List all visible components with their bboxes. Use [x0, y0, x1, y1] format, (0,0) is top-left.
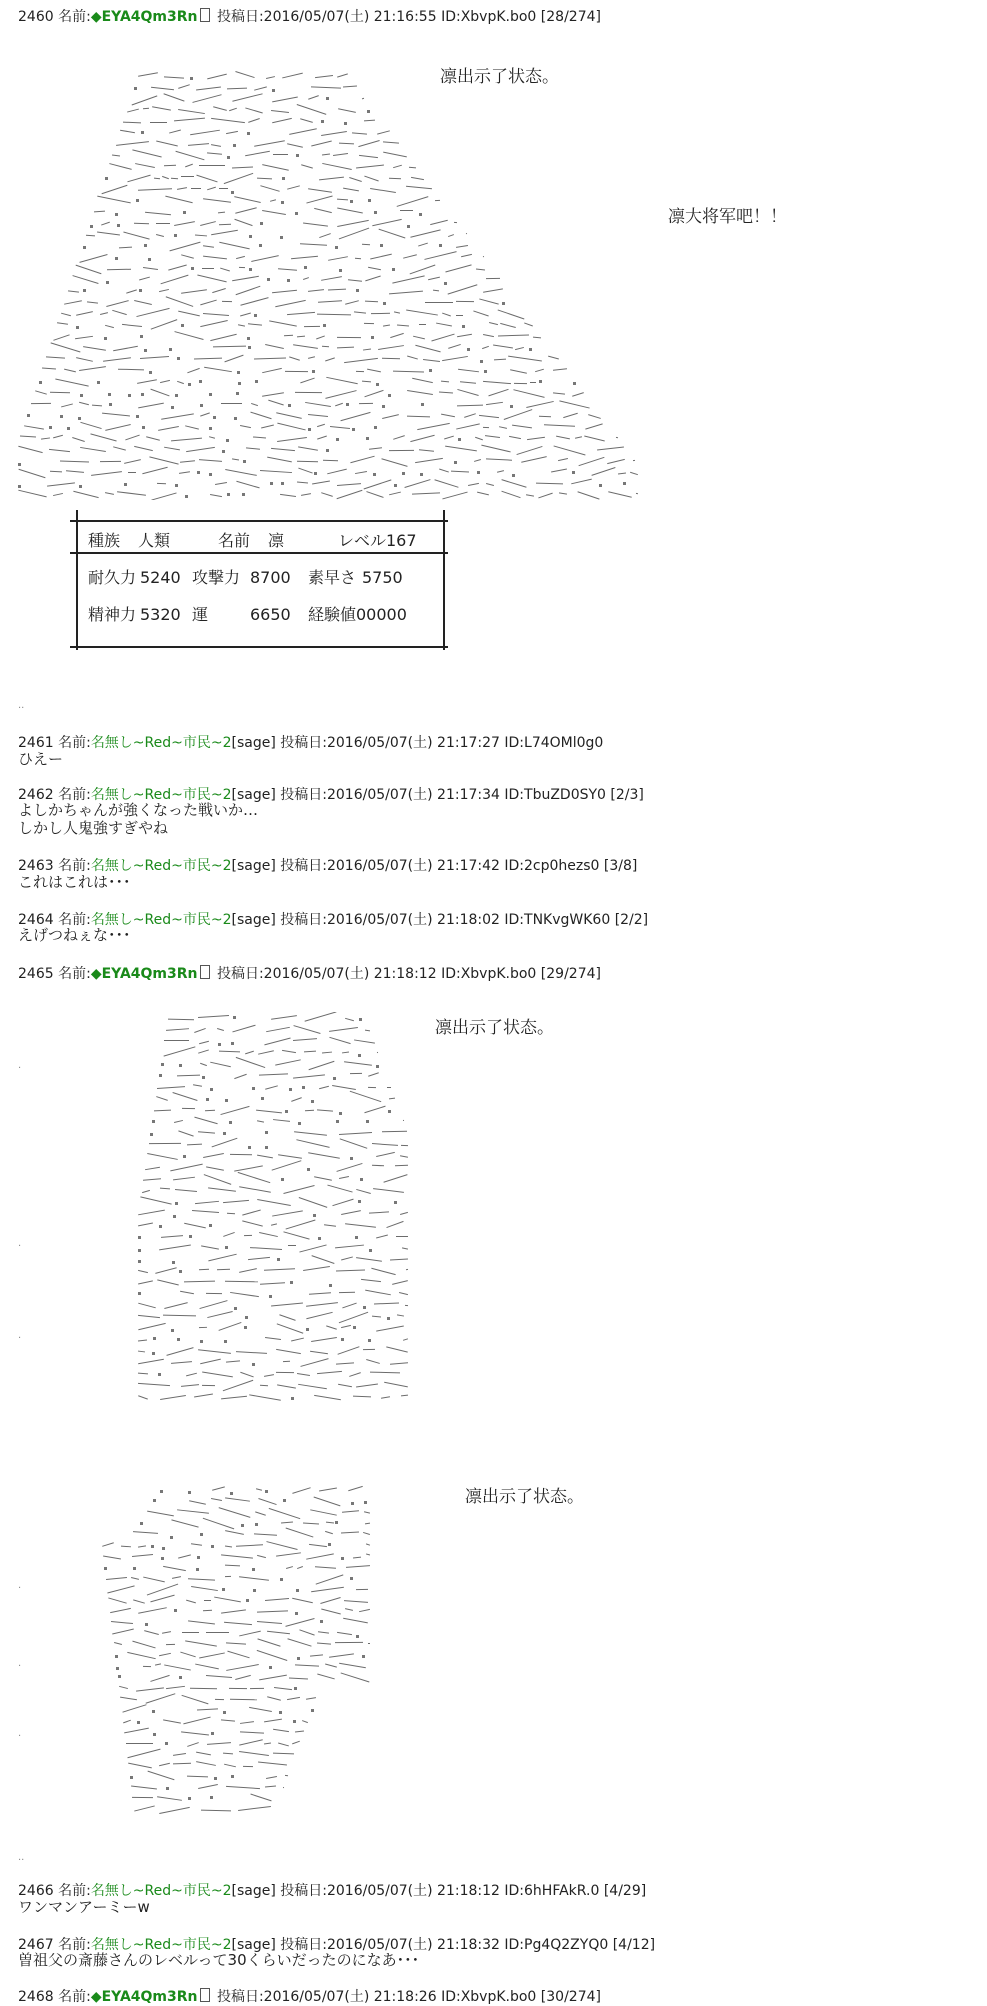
- post-body-2463: [18, 873, 131, 891]
- date-label: 投稿日:: [216, 966, 264, 982]
- post-header-2463: [18, 855, 637, 875]
- post-line: ひえー: [18, 750, 64, 768]
- poster-id[interactable]: ID:L74OMl0g0: [504, 735, 604, 751]
- poster-id[interactable]: ID:XbvpK.bo0: [441, 966, 537, 982]
- mail-icon: [200, 8, 210, 22]
- post-date: 2016/05/07(土) 21:17:42: [326, 858, 500, 874]
- poster-id[interactable]: ID:XbvpK.bo0: [441, 1989, 537, 2005]
- post-date: 2016/05/07(土) 21:17:27: [326, 735, 500, 751]
- status-key: 名前: [218, 531, 251, 550]
- name-label: 名前:: [58, 735, 91, 751]
- post-date: 2016/05/07(土) 21:18:32: [326, 1937, 500, 1953]
- status-value: 5240: [140, 568, 181, 587]
- poster-id[interactable]: ID:6hHFAkR.0: [504, 1883, 600, 1899]
- status-key: 攻撃力: [192, 568, 241, 587]
- name-label: 名前:: [58, 1989, 91, 2005]
- date-label: 投稿日:: [280, 787, 327, 803]
- date-label: 投稿日:: [280, 1937, 327, 1953]
- status-value: 凛: [268, 531, 285, 550]
- sage-tag: [sage]: [231, 858, 276, 874]
- post-header-2460: [18, 6, 601, 26]
- poster-trip: ◆EYA4Qm3Rn: [90, 9, 198, 25]
- separator-dot: ..: [18, 1852, 25, 1863]
- name-label: 名前:: [58, 912, 91, 928]
- post-count: [29/274]: [540, 966, 601, 982]
- separator-dot: .: [18, 1330, 22, 1341]
- separator-dot: .: [18, 1658, 22, 1669]
- name-label: 名前:: [58, 858, 91, 874]
- poster-name: 名無し~Red~市民~2: [90, 858, 232, 874]
- post-number[interactable]: 2466: [18, 1883, 54, 1899]
- post-date: 2016/05/07(土) 21:16:55: [263, 9, 437, 25]
- status-key: 経験値00000: [308, 605, 407, 624]
- poster-name: 名無し~Red~市民~2: [90, 912, 232, 928]
- status-key: 精神力: [88, 605, 137, 624]
- post-date: 2016/05/07(土) 21:18:12: [326, 1883, 500, 1899]
- narration-rin-state-2: 凛出示了状态。: [435, 1018, 554, 1038]
- status-value: 6650: [250, 605, 291, 624]
- poster-trip: ◆EYA4Qm3Rn: [90, 1989, 198, 2005]
- date-label: 投稿日:: [280, 858, 327, 874]
- sage-tag: [sage]: [231, 787, 276, 803]
- separator-dot: .: [18, 1238, 22, 1249]
- status-level: レベル167: [338, 531, 417, 550]
- post-count: [4/12]: [612, 1937, 656, 1953]
- status-table: [70, 510, 448, 650]
- poster-trip: ◆EYA4Qm3Rn: [90, 966, 198, 982]
- post-line: しかし人鬼強すぎやね: [18, 819, 169, 837]
- post-number[interactable]: 2462: [18, 787, 54, 803]
- post-count: [2/3]: [610, 787, 644, 803]
- post-number[interactable]: 2468: [18, 1989, 54, 2005]
- poster-id[interactable]: ID:TNKvgWK60: [504, 912, 611, 928]
- post-date: 2016/05/07(土) 21:18:12: [263, 966, 437, 982]
- poster-name: 名無し~Red~市民~2: [90, 735, 232, 751]
- sage-tag: [sage]: [231, 912, 276, 928]
- post-count: [4/29]: [603, 1883, 647, 1899]
- ascii-art-rin-battle: [18, 70, 638, 500]
- post-date: 2016/05/07(土) 21:18:26: [263, 1989, 437, 2005]
- narration-rin-state-3: 凛出示了状态。: [465, 1487, 584, 1507]
- status-key: 素早さ: [308, 568, 357, 587]
- poster-id[interactable]: ID:2cp0hezs0: [504, 858, 600, 874]
- post-body-2462: [18, 801, 258, 837]
- post-count: [28/274]: [540, 9, 601, 25]
- post-header-2465: [18, 963, 601, 983]
- post-header-2468: [18, 1986, 601, 2006]
- date-label: 投稿日:: [280, 912, 327, 928]
- date-label: 投稿日:: [216, 9, 264, 25]
- mail-icon: [200, 965, 210, 979]
- poster-id[interactable]: ID:XbvpK.bo0: [441, 9, 537, 25]
- poster-id[interactable]: ID:Pg4Q2ZYQ0: [504, 1937, 609, 1953]
- status-value: 人類: [138, 531, 171, 550]
- name-label: 名前:: [58, 9, 91, 25]
- date-label: 投稿日:: [216, 1989, 264, 2005]
- post-line: これはこれは･･･: [18, 873, 131, 891]
- status-value: 5320: [140, 605, 181, 624]
- post-number[interactable]: 2460: [18, 9, 54, 25]
- post-number[interactable]: 2467: [18, 1937, 54, 1953]
- date-label: 投稿日:: [280, 1883, 327, 1899]
- sage-tag: [sage]: [231, 1883, 276, 1899]
- post-date: 2016/05/07(土) 21:17:34: [326, 787, 500, 803]
- post-body-2461: [18, 750, 63, 768]
- post-header-2466: [18, 1880, 646, 1900]
- poster-name: 名無し~Red~市民~2: [90, 1883, 232, 1899]
- poster-id[interactable]: ID:TbuZD0SY0: [504, 787, 606, 803]
- post-header-2461: [18, 732, 603, 752]
- separator-dot: .: [18, 1728, 22, 1739]
- sage-tag: [sage]: [231, 1937, 276, 1953]
- post-body-2466: [18, 1898, 150, 1916]
- post-number[interactable]: 2465: [18, 966, 54, 982]
- post-count: [2/2]: [614, 912, 649, 928]
- status-value: 8700: [250, 568, 291, 587]
- name-label: 名前:: [58, 1883, 91, 1899]
- narration-rin-state-1: 凛出示了状态。: [440, 67, 559, 87]
- status-row-3: [88, 602, 407, 625]
- narration-rin-general: 凛大将军吧！！: [668, 207, 787, 227]
- post-body-2467: [18, 1951, 419, 1969]
- status-row-2: [88, 565, 403, 588]
- status-key: 種族: [88, 531, 121, 550]
- post-line: えげつねぇな･･･: [18, 926, 131, 944]
- status-row-1: [88, 528, 417, 551]
- name-label: 名前:: [58, 1937, 91, 1953]
- post-count: [30/274]: [540, 1989, 601, 2005]
- post-body-2464: [18, 926, 131, 944]
- name-label: 名前:: [58, 966, 91, 982]
- post-count: [3/8]: [603, 858, 638, 874]
- sage-tag: [sage]: [231, 735, 276, 751]
- ascii-art-rin-closeup: [90, 1484, 380, 1814]
- status-key: 耐久力: [88, 568, 137, 587]
- date-label: 投稿日:: [280, 735, 327, 751]
- status-key: 運: [192, 605, 209, 624]
- separator-dot: ..: [18, 700, 25, 711]
- poster-name: 名無し~Red~市民~2: [90, 1937, 232, 1953]
- post-line: 曽祖父の斎藤さんのレベルって30くらいだったのになあ･･･: [18, 1951, 420, 1969]
- post-line: よしかちゃんが強くなった戦いか…: [18, 801, 259, 819]
- status-value: 5750: [362, 568, 403, 587]
- post-number[interactable]: 2464: [18, 912, 54, 928]
- separator-dot: .: [18, 1580, 22, 1591]
- separator-dot: .: [18, 1060, 22, 1071]
- poster-name: 名無し~Red~市民~2: [90, 787, 232, 803]
- post-line: ワンマンアーミーw: [18, 1898, 150, 1916]
- name-label: 名前:: [58, 787, 91, 803]
- post-number[interactable]: 2461: [18, 735, 54, 751]
- ascii-art-rin-portrait: [128, 1012, 418, 1402]
- post-number[interactable]: 2463: [18, 858, 54, 874]
- post-date: 2016/05/07(土) 21:18:02: [326, 912, 500, 928]
